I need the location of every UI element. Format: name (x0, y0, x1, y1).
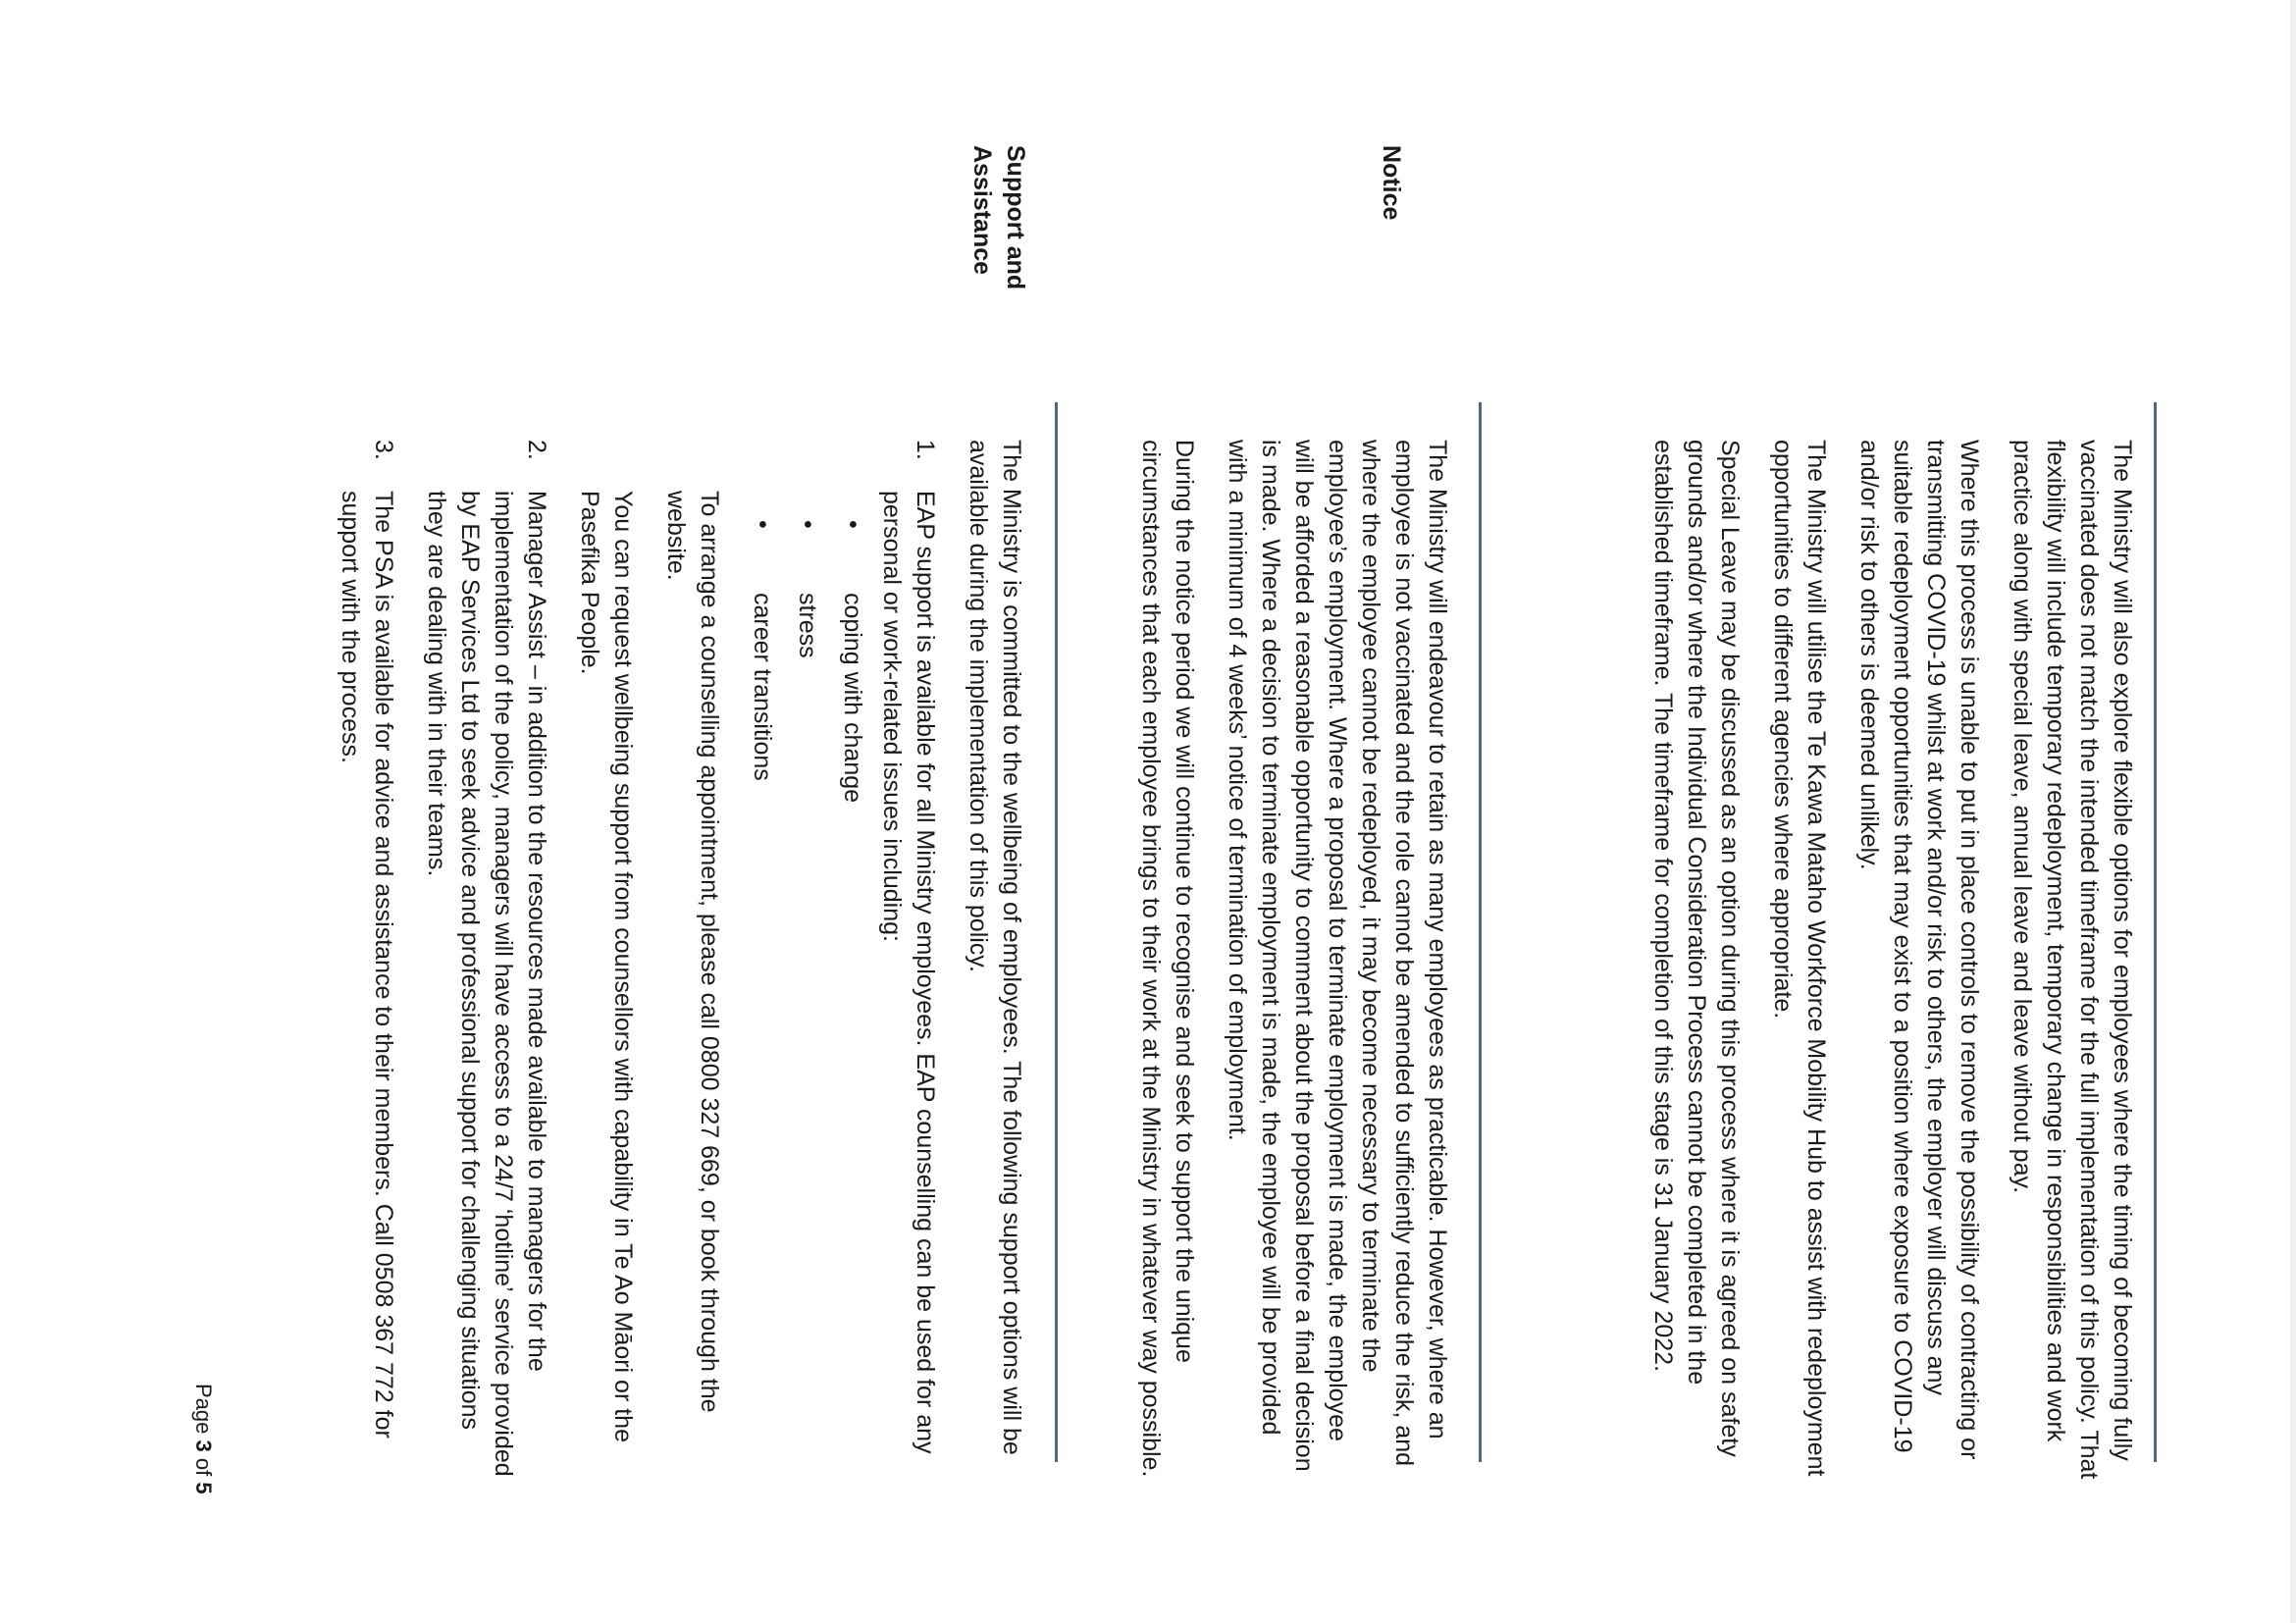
support-list (334, 440, 942, 1480)
section-rule-top (2154, 402, 2157, 1462)
page-total: 5 (191, 1482, 216, 1494)
bullet-text: coping with change (839, 593, 866, 804)
support-section (314, 440, 1028, 1480)
intro-paragraph-1: The Ministry will also explore flexible options for employees where the timing of becoming fully vaccinated does not match the intended timeframe for the full implementation of this policy. That flexibility will include temporary redeployment, temporary change in responsibilities and work practice along with special leave, annual leave and leave without pay. (2009, 440, 2136, 1480)
support-intro: The Ministry is committed to the wellbeing of employees. The following support options will be available during the implementation of this policy. (965, 440, 1025, 1455)
support-heading-line-2: Assistance (968, 145, 996, 276)
page-number (190, 1384, 216, 1494)
intro-paragraph-2: Where this process is unable to put in place controls to remove the possibility of contracting or transmitting COVID-19 whilst at work and/or risk to others, the employer will discuss any suitable redeployment opportunities that may exist to a position where exposure to COVID-19 and/or risk to others is deemed unlikely. (1855, 440, 1983, 1460)
support-item-eap (573, 440, 942, 1480)
notice-paragraph-2: During the notice period we will continue to recognise and seek to support the unique circumstances that each employee brings to their work at the Ministry in whatever way possible. (1137, 440, 1198, 1478)
eap-wellbeing-text: You can request wellbeing support from counsellors with capability in Te Ao Māori or the Pasefika People. (576, 491, 637, 1442)
support-item-text: The PSA is available for advice and assistance to their members. Call 0508 367 772 for support with the process. (337, 491, 397, 1439)
support-heading-line-1: Support and (1002, 145, 1029, 290)
notice-rule (1479, 402, 1482, 1462)
bullet-text: stress (794, 593, 821, 658)
support-item-text: Manager Assist – in addition to the resources made available to managers for the implementation of the policy, managers will have access to a 24/7 ‘hotline’ service provided by EAP Services Ltd to seek advice and professional support for challenging situations they are dealing with in their teams. (423, 491, 550, 1477)
support-item-number: 3. (370, 440, 397, 460)
intro-paragraph-4: Special Leave may be discussed as an option during this process where it is agreed on safety grounds and/or where the Individual Consideration Process cannot be completed in the established timeframe. The timeframe for completion of this stage is 31 January 2022. (1649, 440, 1744, 1457)
page-prefix: Page (191, 1384, 216, 1440)
support-item-text: EAP support is available for all Ministry employees. EAP counselling can be used for any personal or work-related issues including: (878, 491, 939, 1454)
bullet-item (836, 491, 869, 1480)
intro-section (1627, 440, 2139, 1480)
page-current: 3 (191, 1440, 216, 1452)
page-mid: of (191, 1451, 216, 1483)
eap-appointment-text: To arrange a counselling appointment, please call 0800 327 669, or book through the website. (662, 491, 723, 1413)
scan-edge (2290, 0, 2296, 1623)
eap-bullet-list (746, 491, 869, 1480)
support-item-number: 1. (912, 440, 939, 460)
support-item-number: 2. (523, 440, 550, 460)
intro-paragraph-3: The Ministry will utilise the Te Kawa Mataho Workforce Mobility Hub to assist with redeployment opportunities to different agencies where appropriate. (1769, 440, 1830, 1477)
notice-heading: Notice (1378, 145, 1405, 221)
support-heading (965, 145, 1032, 289)
notice-paragraph-1: The Ministry will endeavour to retain as many employees as practicable. However, where an employee is not vaccinated and the role cannot be amended to sufficiently reduce the risk, and where the employee cannot be redeployed, it may become necessary to terminate the employee’s employment. Where a proposal to terminate employment is made, the employee will be afforded a reasonable opportunity to comment about the proposal before a final decision is made. Where a decision to terminate employment is made, the employee will be provided with a minimum of 4 weeks’ notice of termination of employment. (1224, 440, 1451, 1472)
notice-section (1115, 440, 1454, 1480)
support-item-manager-assist (420, 440, 553, 1480)
bullet-text: career transitions (749, 593, 776, 781)
support-rule (1055, 402, 1058, 1462)
bullet-item (746, 491, 779, 1480)
bullet-icon: • (749, 520, 776, 529)
bullet-icon: • (839, 520, 866, 529)
support-item-psa (334, 440, 400, 1480)
bullet-icon: • (794, 520, 821, 529)
bullet-item (791, 491, 824, 1480)
